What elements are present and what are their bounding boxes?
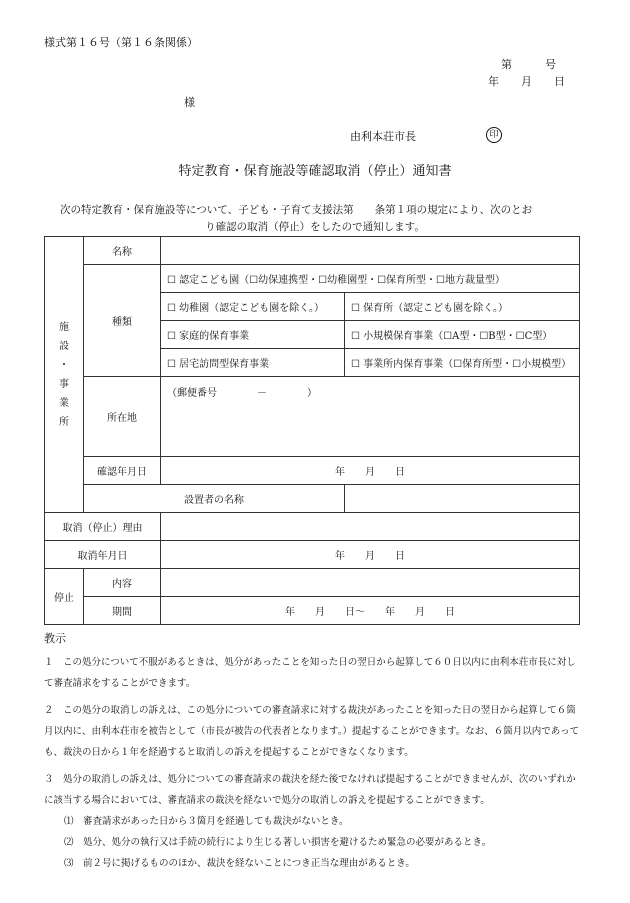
- type-nintei-kodomoen[interactable]: ☐ 認定こども園（☐幼保連携型・☐幼稚園型・☐保育所型・☐地方裁量型）: [161, 265, 580, 293]
- note-1: １ この処分について不服があるときは、処分があったことを知った日の翌日から起算して６０日以内に由利本荘市長に対して審査請求をすることができます。: [44, 657, 576, 689]
- type-label: 種類: [84, 265, 161, 377]
- cancel-date-value[interactable]: 年 月 日: [161, 541, 580, 569]
- note-3-item-1: ⑴ 審査請求があった日から３箇月を経過しても裁決がないとき。: [64, 816, 349, 827]
- address-label: 所在地: [84, 377, 161, 457]
- note-3: ３ 処分の取消しの訴えは、処分についての審査請求の裁決を経た後でなければ提起することができませんが、次のいずれかに該当する場合においては、審査請求の裁決を経ないで処分の取消しの訴えを提起することができます。: [44, 774, 576, 806]
- instructions-heading: 教示: [44, 632, 66, 645]
- founder-value[interactable]: [345, 485, 580, 513]
- content-label: 内容: [84, 569, 161, 597]
- address-value[interactable]: [161, 377, 580, 457]
- document-number: 第 号: [501, 58, 556, 71]
- instructions: [44, 628, 584, 874]
- content-value[interactable]: [161, 569, 580, 597]
- period-label: 期間: [84, 597, 161, 625]
- confirm-date-label: 確認年月日: [84, 457, 161, 485]
- confirm-date-value[interactable]: 年 月 日: [161, 457, 580, 485]
- recipient-suffix: 様: [184, 96, 195, 109]
- notice-table: [44, 236, 580, 625]
- suspend-label: 停止: [45, 569, 84, 625]
- note-3-item-3: ⑶ 前２号に掲げるもののほか、裁決を経ないことにつき正当な理由があるとき。: [64, 858, 415, 869]
- form-number: 様式第１６号（第１６条関係）: [44, 36, 198, 49]
- facility-label-cell: 施 設 ・ 事 業 所: [45, 237, 84, 513]
- type-jigyosho[interactable]: ☐ 事業所内保育事業（☐保育所型・☐小規模型）: [345, 349, 580, 377]
- issue-date: 年 月 日: [488, 75, 565, 88]
- name-label: 名称: [84, 237, 161, 265]
- intro-line-1: 次の特定教育・保育施設等について、子ども・子育て支援法第 条第１項の規定により、次のとお: [60, 204, 533, 216]
- type-kyotaku[interactable]: ☐ 居宅訪問型保育事業: [161, 349, 345, 377]
- name-value[interactable]: [161, 237, 580, 265]
- type-hoikusho[interactable]: ☐ 保育所（認定こども園を除く。）: [345, 293, 580, 321]
- cancel-date-label: 取消年月日: [45, 541, 161, 569]
- issuer-name: 由利本荘市長: [350, 130, 416, 143]
- period-value[interactable]: 年 月 日～ 年 月 日: [161, 597, 580, 625]
- reason-value[interactable]: [161, 513, 580, 541]
- founder-label: 設置者の名称: [84, 485, 345, 513]
- document-title: 特定教育・保育施設等確認取消（停止）通知書: [178, 164, 452, 179]
- reason-label: 取消（停止）理由: [45, 513, 161, 541]
- type-shokibo[interactable]: ☐ 小規模保育事業（☐A型・☐B型・☐C型）: [345, 321, 580, 349]
- type-youchien[interactable]: ☐ 幼稚園（認定こども園を除く。）: [161, 293, 345, 321]
- note-2: ２ この処分の取消しの訴えは、この処分についての審査請求に対する裁決があったことを知った日の翌日から起算して６箇月以内に、由利本荘市を被告として（市長が被告の代表者となります。）提起することができます。なお、６箇月以内であっても、裁決の日から１年を経過すると取消しの訴えを提起することができなくなります。: [44, 705, 580, 758]
- type-katei[interactable]: ☐ 家庭的保育事業: [161, 321, 345, 349]
- postal-code: （郵便番号 － ）: [167, 388, 317, 399]
- intro-line-2: り確認の取消（停止）をしたので通知します。: [205, 221, 425, 233]
- official-seal: 印: [486, 127, 502, 143]
- note-3-item-2: ⑵ 処分、処分の執行又は手続の続行により生じる著しい損害を避けるため緊急の必要があるとき。: [64, 837, 492, 848]
